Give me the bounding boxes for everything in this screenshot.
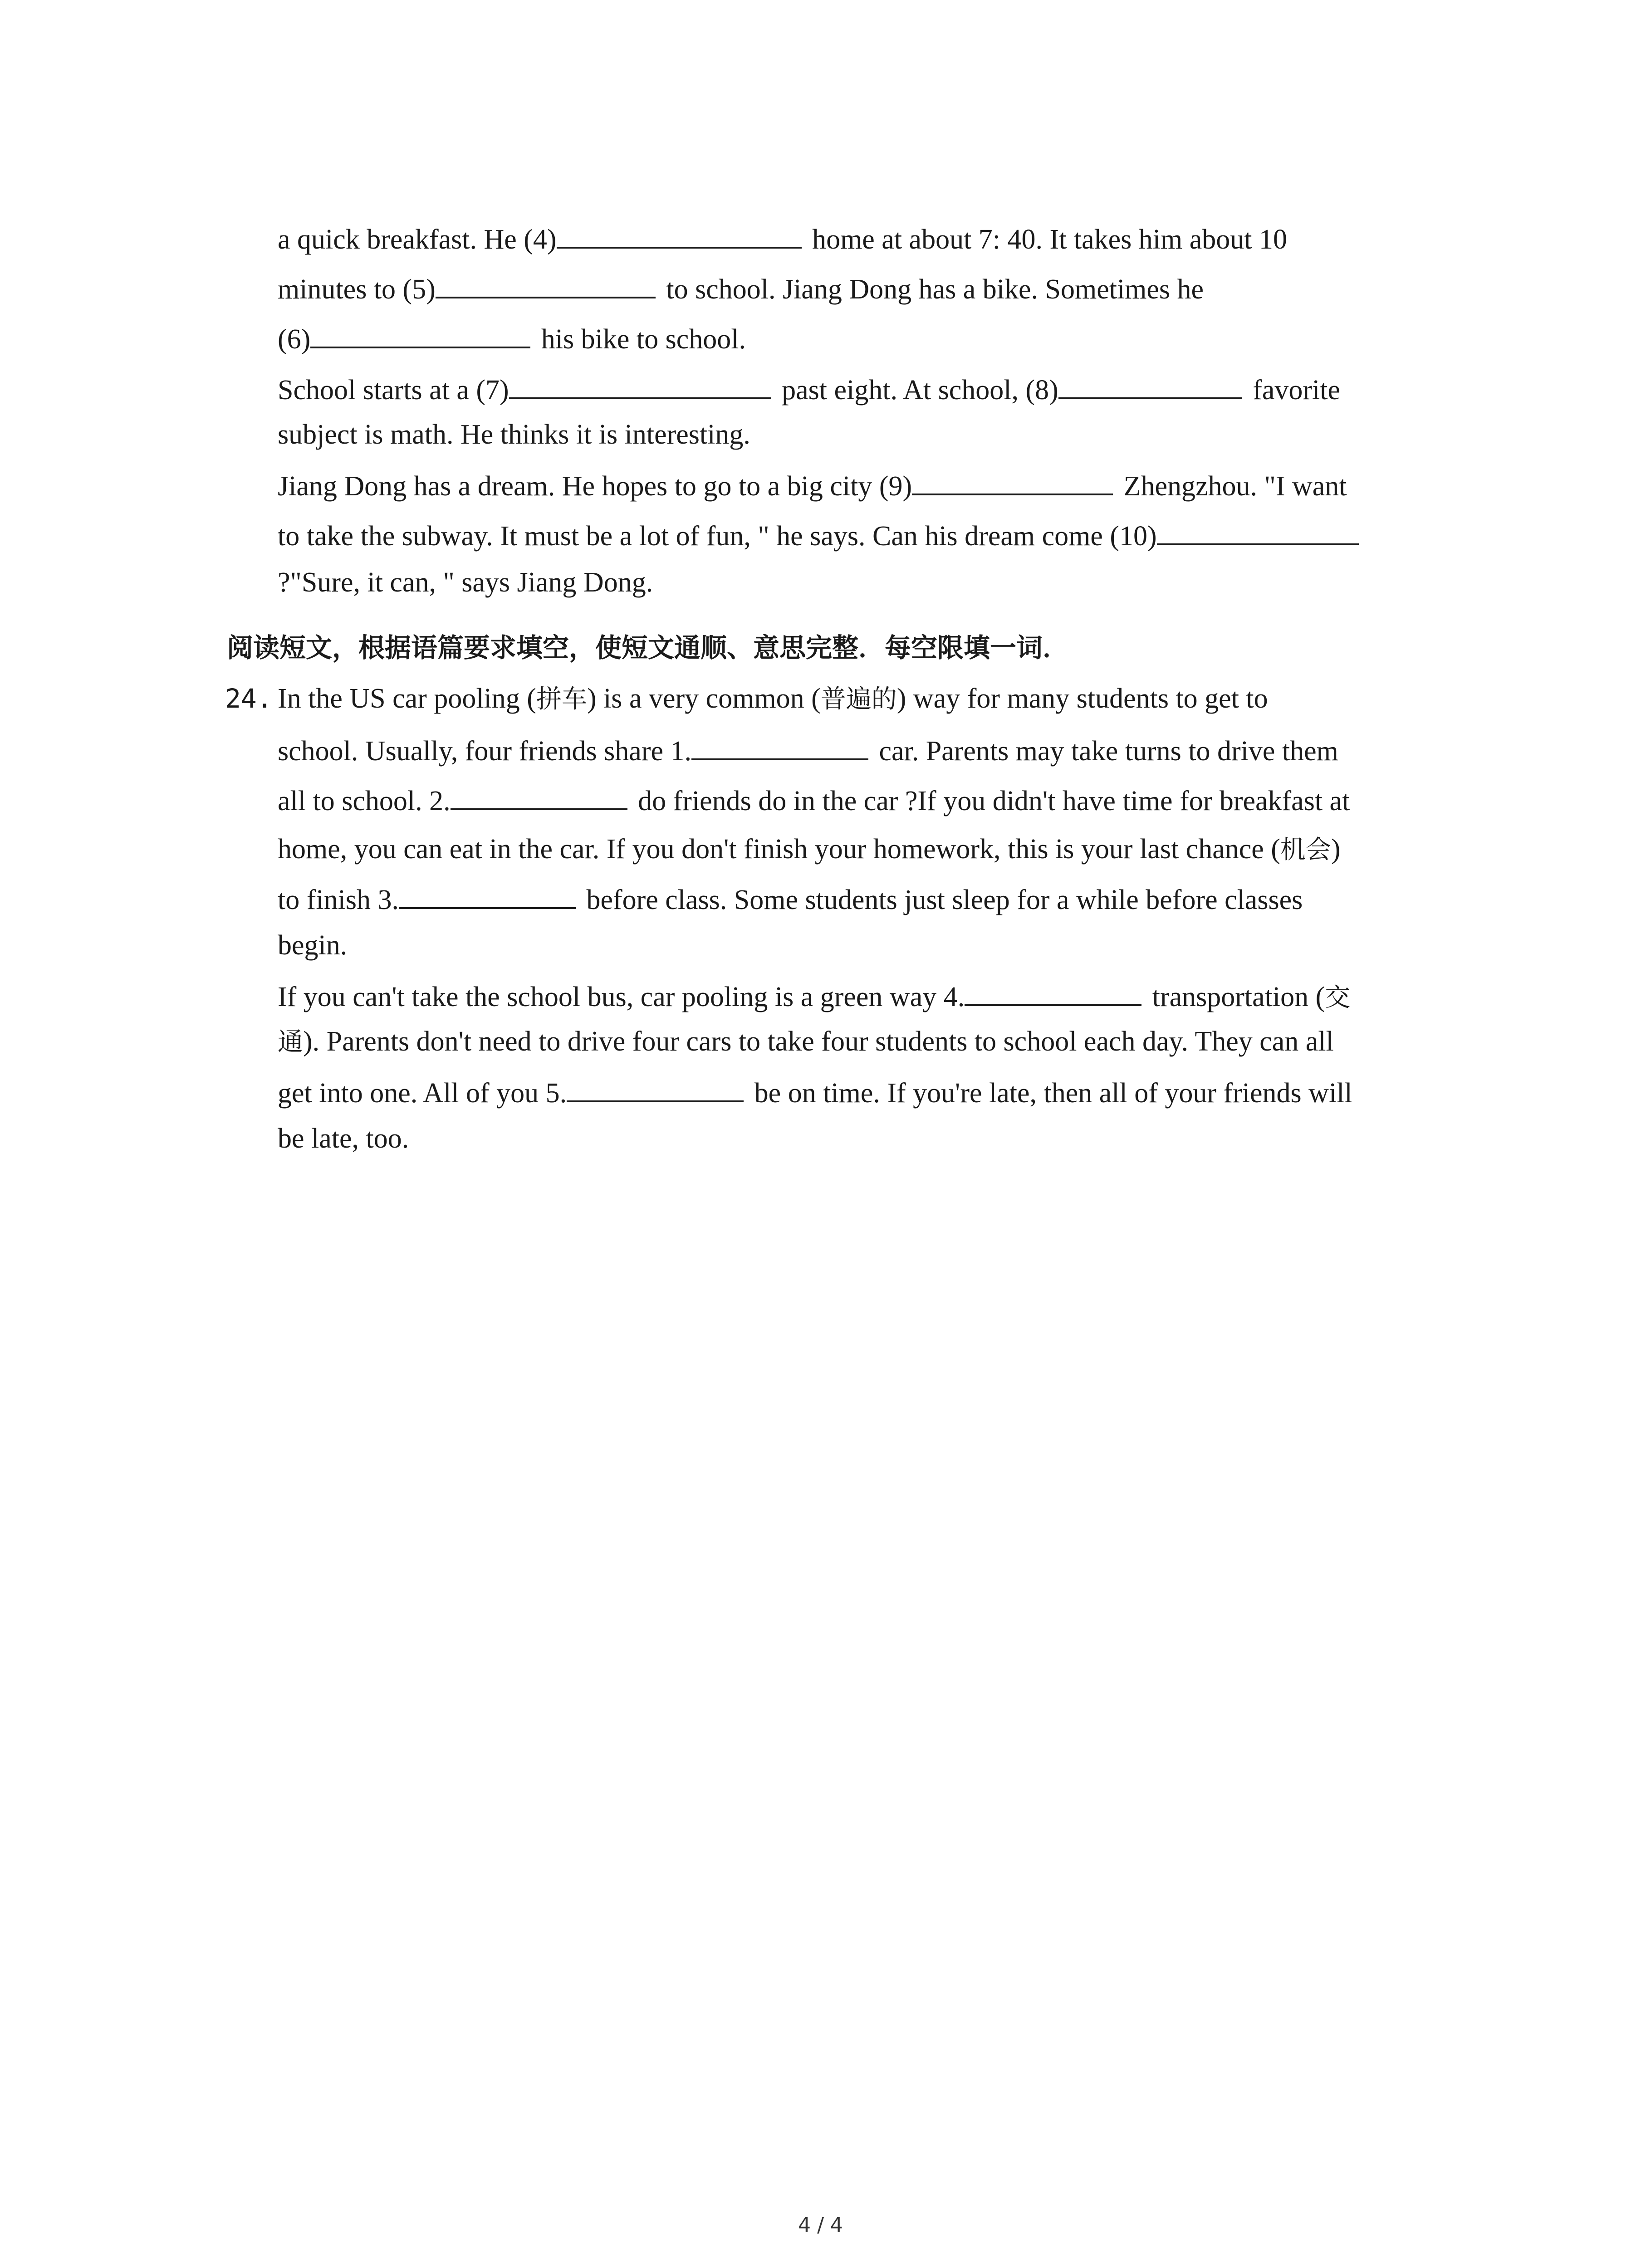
q24-line-7 — [278, 978, 1350, 1016]
text: home, you can eat in the car. If you don't finish your homework, this is your last chance ( — [278, 834, 1280, 865]
text: ) is a very common ( — [587, 683, 821, 714]
chinese-gloss: 拼车 — [536, 684, 587, 714]
passage-line-3 — [278, 320, 746, 357]
blank-10[interactable] — [1157, 517, 1359, 545]
blank-4[interactable] — [557, 220, 802, 249]
text: to school. Jiang Dong has a bike. Sometimes he — [659, 274, 1204, 305]
passage-line-7 — [278, 517, 1362, 554]
passage-line-8 — [278, 564, 653, 601]
text: get into one. All of you 5. — [278, 1078, 567, 1109]
blank-q1[interactable] — [691, 732, 868, 760]
passage-line-2 — [278, 270, 1204, 308]
q24-line-10 — [278, 1120, 409, 1157]
text: subject is math. He thinks it is interesting. — [278, 419, 750, 450]
text: ) way for many students to get to — [896, 683, 1268, 714]
text: to take the subway. It must be a lot of fun, " he says. Can his dream come (10) — [278, 521, 1157, 552]
q24-line-8 — [278, 1023, 1334, 1061]
text: Jiang Dong has a dream. He hopes to go to a big city (9) — [278, 471, 912, 502]
text: (6) — [278, 324, 311, 355]
passage-line-4 — [278, 371, 1340, 408]
blank-q4[interactable] — [965, 978, 1141, 1006]
chinese-gloss: 普遍的 — [820, 684, 897, 714]
q24-line-6 — [278, 927, 347, 963]
q24-line-1 — [278, 680, 1268, 718]
page-number: 4 / 4 — [798, 2214, 843, 2237]
text: School starts at a (7) — [278, 375, 509, 406]
text: ) — [1331, 834, 1341, 865]
text: past eight. At school, (8) — [774, 375, 1058, 406]
text: home at about 7: 40. It takes him about 10 — [805, 224, 1287, 255]
text: all to school. 2. — [278, 786, 451, 816]
chinese-gloss: 通 — [278, 1027, 303, 1057]
blank-q5[interactable] — [567, 1074, 744, 1102]
text: In the US car pooling ( — [278, 683, 536, 714]
blank-5[interactable] — [436, 270, 656, 298]
text: ?"Sure, it can, " says Jiang Dong. — [278, 567, 653, 598]
passage-line-6 — [278, 467, 1347, 504]
text: his bike to school. — [534, 324, 746, 355]
chinese-gloss: 机会 — [1280, 835, 1331, 865]
text: favorite — [1245, 375, 1341, 406]
text: Zhengzhou. "I want — [1117, 471, 1347, 502]
passage-line-1 — [278, 220, 1287, 258]
q24-line-4 — [278, 831, 1341, 868]
blank-6[interactable] — [310, 320, 530, 348]
text: ). Parents don't need to drive four cars to take four students to school each day. They can all — [303, 1026, 1334, 1057]
blank-q2[interactable] — [451, 782, 627, 810]
text: transportation ( — [1145, 982, 1325, 1012]
question-number: 24. — [225, 683, 273, 714]
text: do friends do in the car ?If you didn't have time for breakfast at — [631, 786, 1350, 816]
blank-8[interactable] — [1058, 371, 1242, 399]
chinese-gloss: 交 — [1325, 983, 1351, 1012]
section-instructions: 阅读短文，根据语篇要求填空，使短文通顺、意思完整．每空限填一词． — [227, 632, 1069, 663]
text: be on time. If you're late, then all of your friends will — [747, 1078, 1352, 1109]
text: a quick breakfast. He (4) — [278, 224, 557, 255]
q24-line-9 — [278, 1074, 1352, 1111]
text: be late, too. — [278, 1123, 409, 1154]
blank-q3[interactable] — [399, 881, 576, 909]
blank-7[interactable] — [509, 371, 771, 399]
q24-line-2 — [278, 732, 1338, 769]
q24-line-3 — [278, 782, 1350, 819]
blank-9[interactable] — [912, 467, 1113, 495]
text: car. Parents may take turns to drive them — [872, 736, 1338, 767]
text: If you can't take the school bus, car pooling is a green way 4. — [278, 982, 965, 1012]
passage-line-5 — [278, 416, 750, 453]
text: to finish 3. — [278, 885, 399, 915]
text: minutes to (5) — [278, 274, 436, 305]
text: before class. Some students just sleep for a while before classes — [579, 885, 1303, 915]
q24-line-5 — [278, 881, 1303, 918]
text: school. Usually, four friends share 1. — [278, 736, 691, 767]
text: begin. — [278, 930, 348, 961]
